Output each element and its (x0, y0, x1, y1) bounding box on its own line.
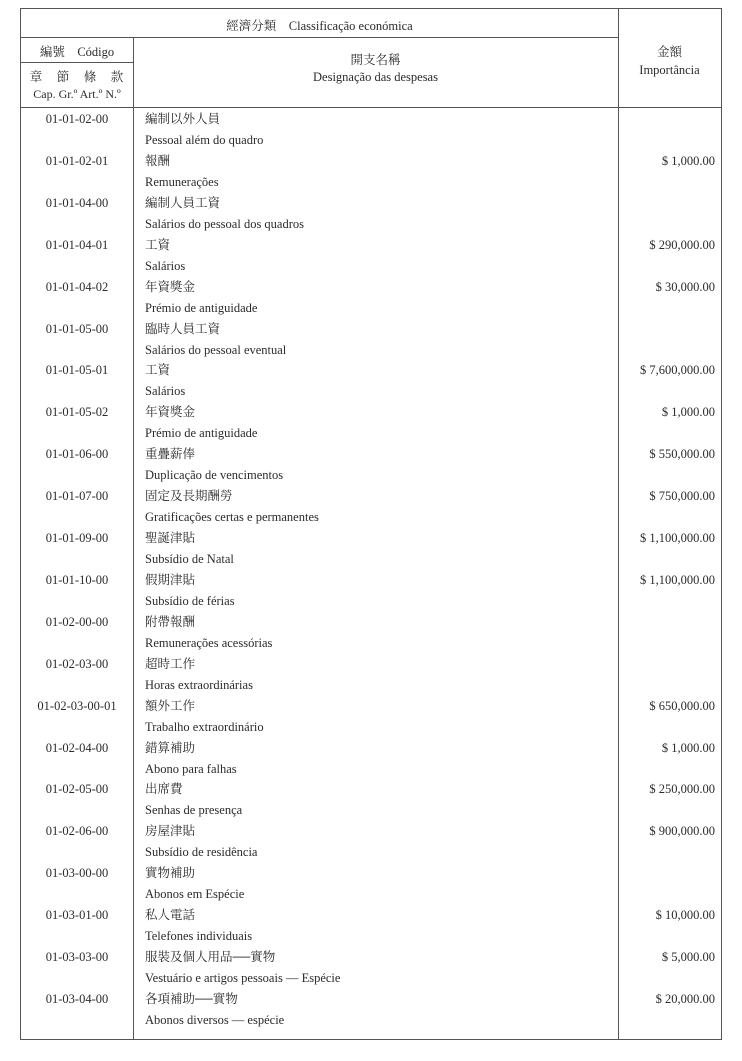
row-designation-pt: Horas extraordinárias (145, 677, 253, 692)
table-row (21, 863, 721, 905)
classification-heading: 經濟分類 Classificação económica (226, 19, 413, 33)
table-row (21, 402, 721, 444)
row-designation-zh: 聖誕津貼 (145, 531, 196, 545)
row-code: 01-01-10-00 (45, 572, 109, 587)
row-designation-zh: 實物補助 (145, 866, 196, 881)
row-amount: $ 1,100,000.00 (640, 572, 715, 587)
row-code: 01-03-00-00 (45, 866, 109, 881)
row-code: 01-03-01-00 (45, 908, 109, 923)
row-designation-pt: Abonos diversos — espécie (145, 1012, 285, 1027)
row-code: 01-01-09-00 (45, 531, 109, 545)
row-designation-zh: 固定及長期酬勞 (145, 489, 233, 504)
row-code: 01-02-06-00 (45, 824, 109, 839)
table-row (21, 486, 721, 528)
row-code: 01-03-03-00 (45, 950, 109, 964)
row-code: 01-01-06-00 (45, 447, 109, 462)
budget-table (20, 8, 722, 1040)
header-divider-top (21, 37, 618, 38)
row-designation-zh: 超時工作 (145, 656, 196, 671)
row-code: 01-01-04-00 (45, 195, 109, 210)
row-code: 01-02-00-00 (45, 614, 109, 629)
row-designation-zh: 出席費 (145, 782, 183, 797)
row-amount: $ 1,000.00 (661, 740, 715, 755)
row-designation-pt: Salários (145, 258, 186, 273)
table-row (21, 738, 721, 780)
amount-heading-zh: 金額 (656, 45, 682, 59)
row-code: 01-02-05-00 (45, 782, 109, 797)
row-code: 01-03-04-00 (45, 991, 109, 1006)
table-row (21, 151, 721, 193)
row-designation-pt: Remunerações (145, 174, 219, 189)
row-designation-zh: 編制人員工資 (145, 195, 221, 210)
row-code: 01-01-05-02 (45, 405, 109, 420)
table-row (21, 528, 721, 570)
row-designation-pt: Abonos em Espécie (145, 887, 245, 902)
table-row (21, 235, 721, 277)
code-heading: 編號 Código (39, 45, 115, 59)
row-code: 01-02-04-00 (45, 740, 109, 755)
row-designation-pt: Prémio de antiguidade (145, 300, 258, 315)
table-row (21, 905, 721, 947)
row-code: 01-01-04-01 (45, 237, 109, 252)
row-code: 01-01-07-00 (45, 489, 109, 504)
row-amount: $ 550,000.00 (649, 447, 715, 462)
row-designation-pt: Subsídio de férias (145, 593, 235, 608)
table-row (21, 654, 721, 696)
row-designation-zh: 工資 (145, 363, 171, 378)
table-row (21, 989, 721, 1031)
table-row (21, 360, 721, 402)
table-row (21, 277, 721, 319)
row-designation-zh: 年資獎金 (145, 405, 196, 420)
row-designation-zh: 工資 (145, 237, 171, 252)
row-designation-pt: Subsídio de residência (145, 845, 258, 860)
row-amount: $ 1,100,000.00 (640, 531, 715, 545)
row-designation-pt: Telefones individuais (145, 929, 253, 944)
row-designation-zh: 錯算補助 (145, 740, 196, 755)
row-designation-zh: 房屋津貼 (145, 824, 196, 839)
row-designation-pt: Vestuário e artigos pessoais — Espécie (145, 971, 341, 985)
row-amount: $ 750,000.00 (649, 489, 715, 504)
row-code: 01-01-04-02 (45, 279, 109, 294)
row-amount: $ 650,000.00 (649, 698, 715, 713)
row-designation-zh: 年資獎金 (145, 279, 196, 294)
row-designation-pt: Salários do pessoal dos quadros (145, 216, 305, 231)
designation-heading-zh: 開支名稱 (350, 53, 401, 67)
table-row (21, 821, 721, 863)
row-designation-pt: Subsídio de Natal (145, 552, 234, 566)
row-amount: $ 1,000.00 (661, 405, 715, 420)
designation-heading-pt: Designação das despesas (313, 70, 438, 84)
row-designation-zh: 私人電話 (145, 908, 196, 923)
row-designation-pt: Trabalho extraordinário (145, 719, 264, 734)
code-subheading-zh: 章 節 條 款 (29, 70, 125, 84)
row-designation-pt: Salários (145, 384, 186, 399)
row-amount: $ 5,000.00 (661, 950, 715, 964)
row-designation-zh: 各項補助──實物 (145, 991, 238, 1006)
row-designation-pt: Remunerações acessórias (145, 635, 273, 650)
row-amount: $ 900,000.00 (649, 824, 715, 839)
table-row (21, 109, 721, 151)
code-subheading-pt: Cap. Gr.º Art.º N.º (33, 87, 121, 101)
row-designation-zh: 附帶報酬 (145, 614, 196, 629)
table-row (21, 319, 721, 361)
row-designation-zh: 報酬 (145, 153, 171, 168)
row-code: 01-02-03-00-01 (37, 698, 117, 713)
row-designation-pt: Prémio de antiguidade (145, 426, 258, 441)
header-divider-code (21, 62, 133, 63)
row-designation-zh: 編制以外人員 (145, 112, 221, 126)
row-designation-zh: 假期津貼 (145, 572, 196, 587)
row-amount: $ 290,000.00 (649, 237, 715, 252)
row-designation-pt: Senhas de presença (145, 803, 243, 818)
row-amount: $ 10,000.00 (655, 908, 715, 923)
table-row (21, 612, 721, 654)
row-designation-pt: Duplicação de vencimentos (145, 468, 284, 483)
row-code: 01-01-02-00 (45, 112, 109, 126)
table-row (21, 193, 721, 235)
amount-heading-pt: Importância (639, 63, 700, 77)
row-designation-zh: 服裝及個人用品──實物 (145, 950, 276, 964)
table-row (21, 696, 721, 738)
row-designation-pt: Pessoal além do quadro (145, 133, 264, 147)
table-row (21, 570, 721, 612)
row-designation-zh: 臨時人員工資 (145, 321, 221, 336)
row-amount: $ 20,000.00 (655, 991, 715, 1006)
row-amount: $ 7,600,000.00 (640, 363, 715, 378)
row-designation-pt: Gratificações certas e permanentes (145, 510, 319, 525)
row-amount: $ 1,000.00 (661, 153, 715, 168)
row-code: 01-02-03-00 (45, 656, 109, 671)
table-row (21, 947, 721, 989)
table-row (21, 779, 721, 821)
row-code: 01-01-02-01 (45, 153, 109, 168)
row-designation-pt: Salários do pessoal eventual (145, 342, 287, 357)
table-row (21, 444, 721, 486)
row-designation-zh: 額外工作 (145, 698, 196, 713)
header-divider-bottom (21, 107, 721, 108)
row-designation-zh: 重疊薪俸 (145, 447, 196, 462)
row-amount: $ 30,000.00 (655, 279, 715, 294)
row-code: 01-01-05-00 (45, 321, 109, 336)
row-code: 01-01-05-01 (45, 363, 109, 378)
row-amount: $ 250,000.00 (649, 782, 715, 797)
row-designation-pt: Abono para falhas (145, 761, 237, 776)
